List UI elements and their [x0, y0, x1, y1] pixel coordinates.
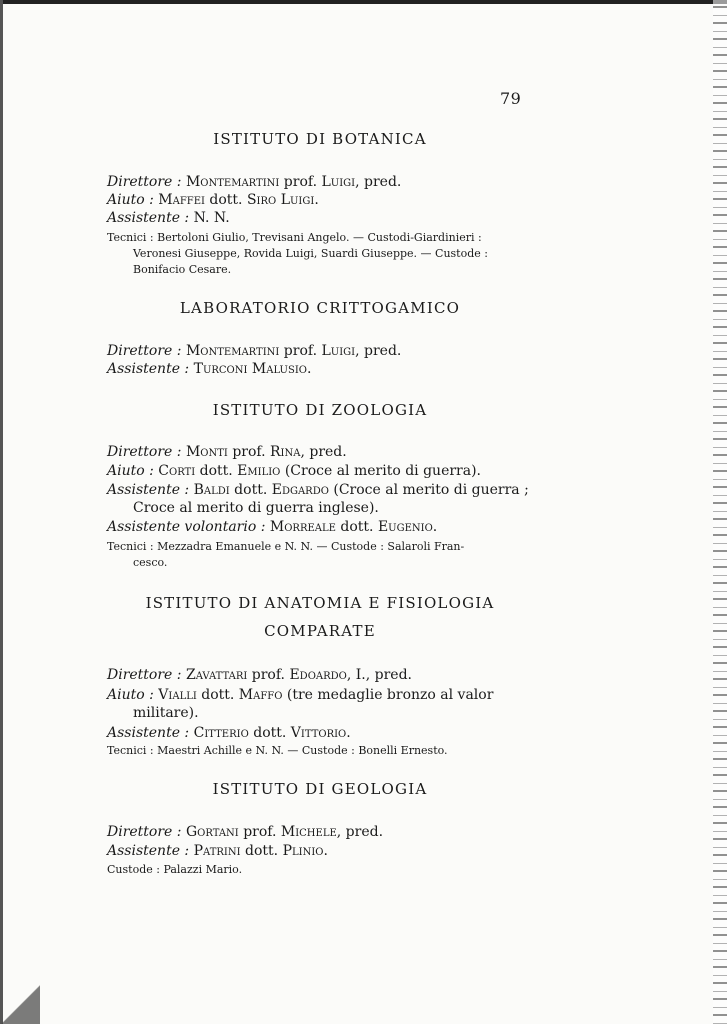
staff-note: Tecnici : Mezzadra Emanuele e N. N. — Custode : Salaroli Fran- — [107, 540, 465, 553]
entry-line: Assistente : N. N. — [107, 210, 230, 226]
page-right-edge — [713, 0, 727, 1024]
entry-line: Direttore : Monti prof. Rina, pred. — [107, 444, 347, 460]
section-title-geologia: ISTITUTO DI GEOLOGIA — [212, 780, 428, 798]
page-top-edge — [0, 0, 727, 4]
section-subtitle-anatomia: COMPARATE — [264, 622, 376, 640]
staff-note: Tecnici : Maestri Achille e N. N. — Custode : Bonelli Ernesto. — [107, 744, 448, 757]
page-left-edge — [0, 0, 3, 1024]
entry-line: Direttore : Montemartini prof. Luigi, pred. — [107, 174, 402, 190]
page-number: 79 — [500, 89, 522, 108]
staff-note: Tecnici : Bertoloni Giulio, Trevisani Angelo. — Custodi-Giardinieri : — [107, 231, 482, 244]
entry-line: Aiuto : Vialli dott. Maffo (tre medaglie bronzo al valor — [107, 687, 494, 703]
entry-line: Aiuto : Corti dott. Emilio (Croce al merito di guerra). — [107, 463, 482, 479]
entry-line: Assistente : Turconi Malusio. — [107, 361, 312, 377]
entry-line-continued: Croce al merito di guerra inglese). — [133, 500, 379, 516]
entry-line: Aiuto : Maffei dott. Siro Luigi. — [107, 192, 319, 208]
entry-line: Assistente : Baldi dott. Edgardo (Croce al merito di guerra ; — [107, 482, 529, 498]
section-title-anatomia: ISTITUTO DI ANATOMIA E FISIOLOGIA — [145, 594, 495, 612]
staff-note: cesco. — [133, 556, 168, 569]
entry-line: Assistente : Citterio dott. Vittorio. — [107, 725, 351, 741]
staff-note: Bonifacio Cesare. — [133, 263, 232, 276]
entry-line: Assistente volontario : Morreale dott. Eugenio. — [107, 519, 438, 535]
staff-note: Veronesi Giuseppe, Rovida Luigi, Suardi Giuseppe. — Custode : — [133, 247, 488, 260]
section-title-zoologia: ISTITUTO DI ZOOLOGIA — [212, 401, 428, 419]
entry-line: Direttore : Montemartini prof. Luigi, pred. — [107, 343, 402, 359]
entry-line-continued: militare). — [133, 705, 199, 721]
page-corner-shadow — [0, 985, 40, 1024]
section-title-botanica: ISTITUTO DI BOTANICA — [213, 130, 427, 148]
entry-line: Assistente : Patrini dott. Plinio. — [107, 843, 328, 859]
staff-note: Custode : Palazzi Mario. — [107, 863, 243, 876]
entry-line: Direttore : Zavattari prof. Edoardo, I., pred. — [107, 667, 412, 683]
entry-line: Direttore : Gortani prof. Michele, pred. — [107, 824, 384, 840]
section-title-crittogamico: LABORATORIO CRITTOGAMICO — [179, 299, 461, 317]
